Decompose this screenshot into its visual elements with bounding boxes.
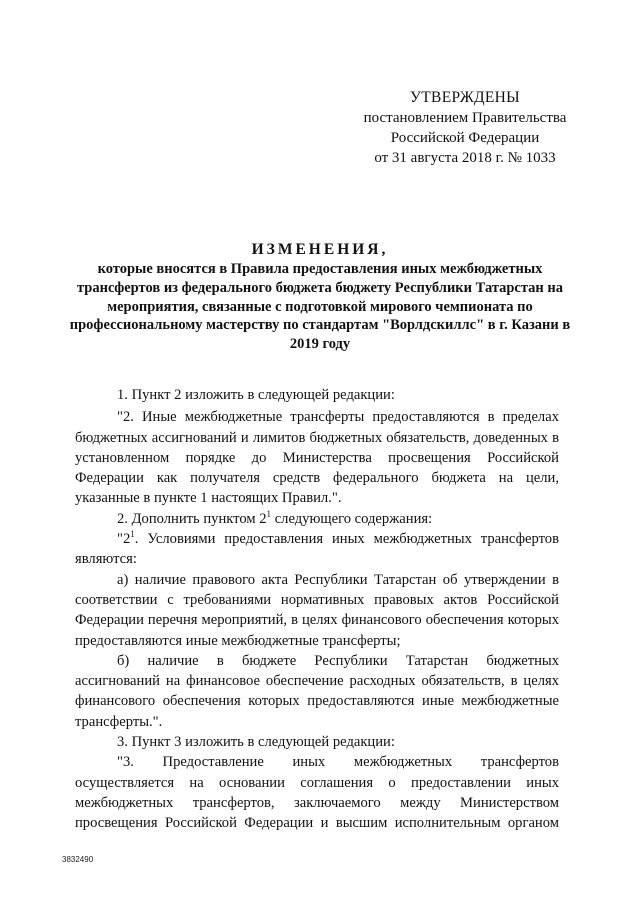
approval-line-2: Российской Федерации	[390, 130, 540, 146]
paragraph-3-text-end: следующего содержания:	[271, 510, 433, 527]
paragraph-1: 1. Пункт 2 изложить в следующей редакции:	[117, 387, 395, 403]
approval-stamp	[335, 88, 595, 168]
paragraph-3-text: 2. Дополнить пунктом 2	[117, 510, 267, 527]
document-number: 3832490	[62, 855, 94, 864]
approval-line-3: от 31 августа 2018 г. № 1033	[374, 150, 556, 166]
paragraph-4	[75, 529, 559, 570]
document-title: ИЗМЕНЕНИЯ,	[251, 241, 389, 258]
paragraph-4-superscript: 1	[130, 529, 135, 540]
paragraph-7: 3. Пункт 3 изложить в следующей редакции:	[117, 734, 395, 751]
approval-line-1: постановлением Правительства	[363, 110, 567, 126]
document-body	[75, 385, 559, 834]
paragraph-8: "3. Предоставление иных межбюджетных трансфертов осуществляется на основании соглашения о предоставлении иных межбюджетных трансфертов, заключаемого между Министерством просвещения Российской Федерации и высшим исполнительным органом	[75, 754, 559, 832]
paragraph-6: б) наличие в бюджете Республики Татарстан бюджетных ассигнований на финансовое обеспечение расходных обязательств, в целях финансового обеспечения которых предоставляются иные межбюджетные трансферты.".	[75, 652, 559, 730]
paragraph-2: "2. Иные межбюджетные трансферты предоставляются в пределах бюджетных ассигнований и лимитов бюджетных обязательств, доведенных в установленном порядке до Министерства просвещения Российской Федерации как получателя средств федерального бюджета на цели, указанные в пункте 1 настоящих Правил.".	[75, 409, 559, 507]
paragraph-4-text: "2	[117, 531, 131, 548]
paragraph-4-text-end: . Условиями предоставления иных межбюджетных трансфертов являются:	[75, 531, 559, 568]
paragraph-3-superscript: 1	[266, 508, 272, 519]
document-heading	[60, 240, 580, 354]
paragraph-5: а) наличие правового акта Республики Татарстан об утверждении в соответствии с требованиями нормативных правовых актов Российской Федерации перечня мероприятий, в целях финансового обеспечения которых предоставляются иные межбюджетные трансферты;	[75, 571, 559, 649]
paragraph-3	[75, 509, 559, 529]
document-subtitle: которые вносятся в Правила предоставления иных межбюджетных трансфертов из федерального бюджета бюджету Республики Татарстан на мероприятия, связанные с подготовкой мирового чемпионата по профессиональному мастерству по стандартам "Ворлдскиллс" в г. Казани в 2019 году	[69, 261, 571, 353]
approval-title: УТВЕРЖДЕНЫ	[410, 89, 520, 106]
